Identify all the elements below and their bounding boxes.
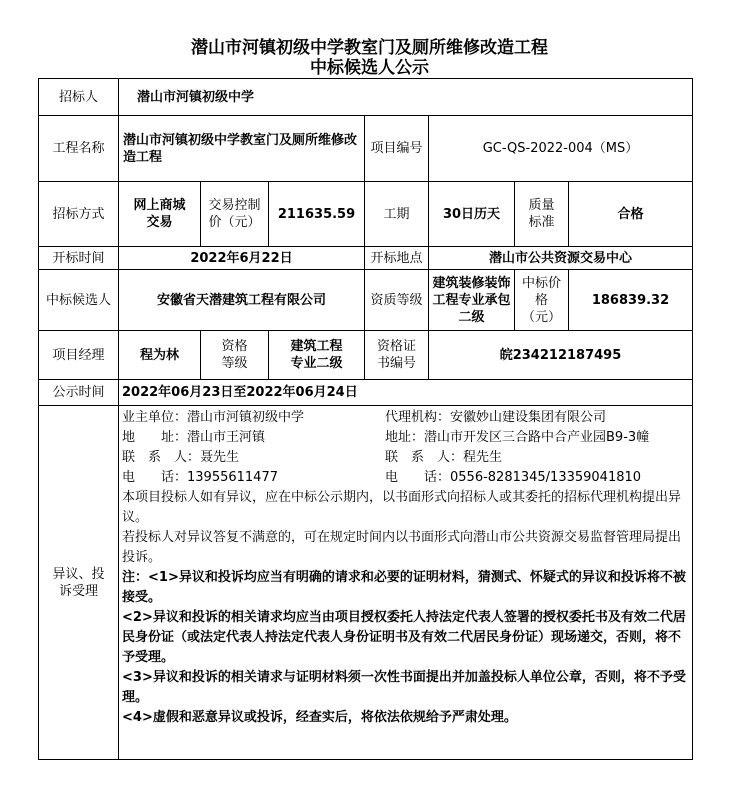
candidate-label: 中标候选人: [38, 269, 119, 331]
bid-price-label: 中标价格（元）: [514, 269, 569, 331]
open-place-label: 开标地点: [364, 246, 429, 270]
publicity-value: 2022年06月23日至2022年06月24日: [118, 379, 693, 406]
publicity-label: 公示时间: [38, 379, 119, 406]
tenderer-label: 招标人: [38, 78, 119, 116]
owner-contact: 联 系 人：聂先生: [122, 450, 240, 465]
project-name-label: 工程名称: [38, 115, 119, 182]
qualification-label: 资质等级: [364, 269, 429, 331]
candidate-value: 安徽省天潜建筑工程有限公司: [118, 269, 365, 331]
open-time-label: 开标时间: [38, 246, 119, 270]
qualification-value: 建筑装修装饰工程专业承包二级: [428, 269, 515, 331]
agency-unit: 代理机构：安徽妙山建设集团有限公司: [385, 410, 607, 425]
contact-row-address: [122, 428, 689, 448]
method-label: 招标方式: [38, 181, 119, 247]
owner-phone: 电 话：13955611477: [122, 470, 278, 485]
note-item-3: <3>异议和投诉的相关请求与证明材料须一次性书面提出并加盖投标人单位公章，否则，将不予受理。: [122, 670, 686, 705]
owner-address: 地 址：潜山市王河镇: [122, 430, 266, 445]
open-time-value: 2022年6月22日: [118, 246, 365, 270]
control-price-label: 交易控制价（元）: [200, 181, 269, 247]
project-no-label: 项目编号: [364, 115, 429, 182]
control-price-value: 211635.59: [268, 181, 365, 247]
project-no-value: GC-QS-2022-004（MS）: [428, 115, 693, 182]
note-item-1: 注：<1>异议和投诉均应当有明确的请求和必要的证明材料，猜测式、怀疑式的异议和投诉将不被接受。: [122, 570, 686, 605]
note-paragraph-2: 若投标人对异议答复不满意的，可在规定时间内以书面形式向潜山市公共资源交易监督管理局提出投诉。: [122, 530, 682, 565]
quality-value: 合格: [568, 181, 693, 247]
bid-price-value: 186839.32: [568, 269, 693, 331]
quality-label: 质量标准: [514, 181, 569, 247]
objection-details: [118, 405, 693, 760]
page-title: 潜山市河镇初级中学教室门及厕所维修改造工程: [191, 38, 548, 58]
note-paragraph-1: 本项目投标人如有异议，应在中标公示期内，以书面形式向招标人或其委托的招标代理机构提出异议。: [122, 490, 682, 525]
project-name-value: 潜山市河镇初级中学教室门及厕所维修改造工程: [118, 115, 365, 182]
agency-phone: 电 话：0556-8281345/13359041810: [385, 470, 642, 485]
contact-row-phone: [122, 468, 689, 488]
page-subtitle: 中标候选人公示: [310, 58, 429, 78]
tenderer-value: 潜山市河镇初级中学: [118, 78, 693, 116]
mgr-qual-label: 资格等级: [200, 330, 269, 380]
agency-address: 地址：潜山市开发区三合路中合产业园B9-3幢: [385, 430, 650, 445]
objection-label: 异议、投诉受理: [38, 405, 119, 760]
contact-row-person: [122, 448, 689, 468]
manager-value: 程为林: [118, 330, 201, 380]
agency-contact: 联 系 人：程先生: [385, 450, 503, 465]
mgr-qual-value: 建筑工程专业二级: [268, 330, 365, 380]
period-label: 工期: [364, 181, 429, 247]
period-value: 30日历天: [428, 181, 515, 247]
cert-no-value: 皖234212187495: [428, 330, 693, 380]
owner-unit: 业主单位：潜山市河镇初级中学: [122, 410, 305, 425]
open-place-value: 潜山市公共资源交易中心: [428, 246, 693, 270]
cert-no-label: 资格证书编号: [364, 330, 429, 380]
contact-row-unit: [122, 408, 689, 428]
method-value: 网上商城交易: [118, 181, 201, 247]
manager-label: 项目经理: [38, 330, 119, 380]
note-item-4: <4>虚假和恶意异议或投诉，经查实后，将依法依规给予严肃处理。: [122, 710, 517, 725]
note-item-2: <2>异议和投诉的相关请求均应当由项目授权委托人持法定代表人签署的授权委托书及有效二代居民身份证（或法定代表人持法定代表人身份证明书及有效二代居民身份证）现场递交，否则，将不予受理。: [122, 610, 686, 665]
